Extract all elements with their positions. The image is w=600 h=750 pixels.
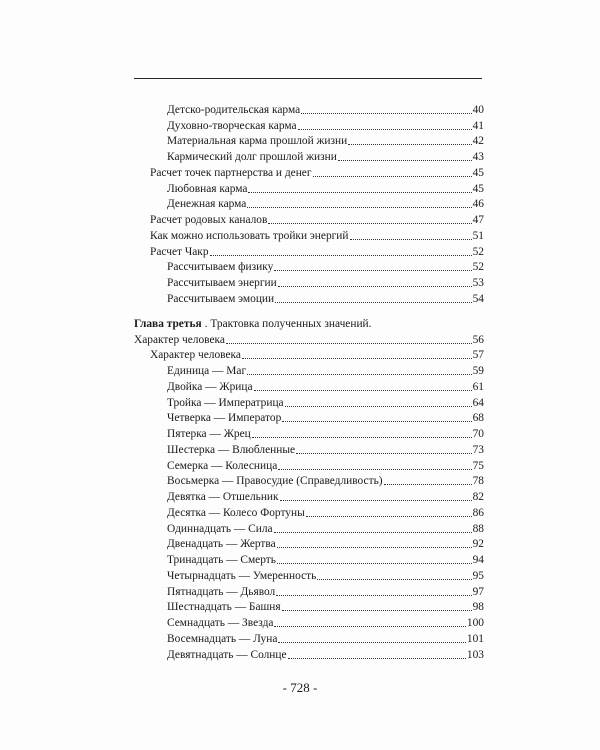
toc-entry-title: Семнадцать — Звезда (167, 617, 274, 629)
toc-entry (0, 551, 484, 567)
toc-leader-dots (280, 500, 472, 501)
toc-entry-page: 51 (472, 229, 484, 242)
toc-entry (0, 520, 484, 536)
toc-entry-page: 61 (472, 380, 484, 393)
toc-leader-dots (288, 658, 466, 659)
toc-entry (0, 567, 484, 583)
toc-entry-page: 95 (472, 569, 484, 582)
toc-entry (0, 274, 484, 290)
toc-entry (0, 133, 484, 149)
toc-entry-title: Денежная карма (167, 198, 247, 211)
toc-entry-page: 52 (472, 245, 484, 258)
toc-entry (0, 488, 484, 504)
toc-leader-dots (210, 255, 472, 256)
table-of-contents (0, 101, 600, 662)
toc-entry-title: Характер человека (134, 333, 225, 346)
toc-entry-title: Расчет точек партнерства и денег (150, 166, 312, 179)
toc-leader-dots (278, 286, 472, 287)
toc-entry-title: Рассчитываем эмоции (167, 292, 275, 305)
toc-leader-dots (298, 129, 472, 130)
chapter-heading (0, 315, 600, 331)
toc-entry-page: 73 (472, 443, 484, 456)
toc-entry-title: Пятерка — Жрец (167, 428, 251, 440)
toc-entry-title: Кармический долг прошлой жизни (167, 151, 337, 163)
toc-entry (0, 347, 484, 363)
toc-entry-page: 78 (472, 475, 484, 488)
toc-entry-page: 46 (472, 198, 484, 211)
toc-leader-dots (276, 595, 471, 596)
toc-entry-title: Семерка — Колесница (167, 459, 278, 472)
toc-entry-page: 70 (472, 428, 484, 440)
toc-entry (0, 227, 484, 243)
toc-leader-dots (268, 223, 471, 224)
toc-entry-page: 75 (472, 459, 484, 472)
toc-entry-title: Девятка — Отшельник (167, 491, 279, 503)
toc-entry-title: Десятка — Колесо Фортуны (167, 506, 305, 519)
toc-leader-dots (247, 374, 471, 375)
toc-entry-page: 57 (472, 349, 484, 362)
toc-entry-page: 43 (472, 151, 484, 163)
toc-entry-title: Тройка — Императрица (167, 396, 284, 409)
toc-leader-dots (282, 610, 472, 611)
toc-entry-title: Девятнадцать — Солнце (167, 648, 287, 661)
toc-entry-page: 59 (472, 365, 484, 377)
toc-entry-page: 45 (472, 182, 484, 195)
toc-entry (0, 259, 484, 275)
toc-entry-page: 98 (472, 601, 484, 614)
toc-leader-dots (296, 453, 472, 454)
toc-entry-title: Как можно использовать тройки энергий (150, 229, 349, 242)
toc-entry-title: Расчет Чакр (150, 245, 209, 258)
toc-entry (0, 614, 484, 630)
toc-entry-page: 103 (466, 648, 484, 661)
toc-leader-dots (278, 469, 471, 470)
toc-leader-dots (247, 207, 471, 208)
toc-entry (0, 441, 484, 457)
toc-entry (0, 196, 484, 212)
toc-entry-title: Четверка — Император (167, 412, 282, 425)
toc-entry (0, 536, 484, 552)
toc-entry (0, 331, 484, 347)
toc-entry-title: Четырнадцать — Умеренность (167, 569, 317, 582)
toc-entry (0, 164, 484, 180)
toc-entry (0, 117, 484, 133)
toc-entry (0, 378, 484, 394)
toc-leader-dots (301, 113, 471, 114)
toc-entry-page: 42 (472, 135, 484, 148)
toc-entry-page: 100 (466, 617, 484, 629)
toc-leader-dots (348, 144, 471, 145)
toc-entry-title: Одиннадцать — Сила (167, 522, 273, 535)
toc-entry (0, 646, 484, 662)
toc-entry (0, 473, 484, 489)
toc-leader-dots (306, 516, 472, 517)
toc-entry (0, 362, 484, 378)
toc-entry (0, 504, 484, 520)
toc-entry (0, 148, 484, 164)
chapter-heading-bold: Глава третья (134, 317, 202, 330)
toc-entry-title: Рассчитываем энергии (167, 277, 277, 289)
toc-entry (0, 457, 484, 473)
toc-leader-dots (350, 239, 472, 240)
toc-leader-dots (384, 484, 472, 485)
header-rule (134, 78, 482, 79)
toc-entry-page: 47 (472, 214, 484, 226)
toc-entry (0, 425, 484, 441)
toc-entry-page: 68 (472, 412, 484, 425)
toc-entry (0, 583, 484, 599)
toc-leader-dots (285, 406, 472, 407)
toc-leader-dots (274, 532, 472, 533)
toc-entry-page: 94 (472, 554, 484, 566)
toc-entry-title: Духовно-творческая карма (167, 119, 297, 132)
toc-entry-title: Единица — Маг (167, 365, 247, 377)
toc-entry-page: 52 (472, 261, 484, 274)
toc-entry-page: 54 (472, 292, 484, 305)
toc-entry-page: 82 (472, 491, 484, 503)
toc-leader-dots (275, 302, 472, 303)
toc-entry-title: Материальная карма прошлой жизни (167, 135, 348, 148)
toc-entry-page: 45 (472, 166, 484, 179)
toc-entry-title: Пятнадцать — Дьявол (167, 585, 276, 598)
toc-leader-dots (277, 563, 472, 564)
toc-entry-title: Двенадцать — Жертва (167, 538, 276, 551)
toc-entry-title: Восьмерка — Правосудие (Справедливость) (167, 475, 383, 488)
toc-leader-dots (274, 626, 465, 627)
toc-leader-dots (226, 343, 472, 344)
toc-group-karma (0, 101, 600, 306)
toc-entry (0, 101, 484, 117)
toc-leader-dots (274, 270, 471, 271)
toc-entry-page: 92 (472, 538, 484, 551)
toc-entry-page: 101 (466, 632, 484, 645)
toc-entry (0, 599, 484, 615)
toc-leader-dots (252, 437, 472, 438)
toc-entry (0, 630, 484, 646)
toc-entry-title: Детско-родительская карма (167, 103, 301, 116)
toc-entry-title: Рассчитываем физику (167, 261, 274, 274)
toc-entry-title: Восемнадцать — Луна (167, 632, 278, 645)
toc-entry-title: Тринадцать — Смерть (167, 554, 276, 566)
toc-entry (0, 410, 484, 426)
toc-group-character (0, 331, 600, 662)
toc-leader-dots (248, 192, 471, 193)
toc-entry-page: 53 (472, 277, 484, 289)
toc-entry-title: Характер человека (150, 349, 241, 362)
toc-leader-dots (278, 642, 466, 643)
toc-leader-dots (282, 421, 471, 422)
toc-entry-page: 41 (472, 119, 484, 132)
toc-entry-page: 88 (472, 522, 484, 535)
page-number: - 728 - (282, 680, 318, 695)
toc-entry-title: Шестерка — Влюбленные (167, 443, 296, 456)
toc-entry-page: 56 (472, 333, 484, 346)
toc-entry-page: 64 (472, 396, 484, 409)
toc-leader-dots (254, 390, 472, 391)
toc-entry-page: 40 (472, 103, 484, 116)
toc-entry (0, 394, 484, 410)
toc-leader-dots (242, 358, 472, 359)
toc-entry (0, 211, 484, 227)
toc-leader-dots (317, 579, 471, 580)
toc-entry-page: 97 (472, 585, 484, 598)
toc-leader-dots (338, 160, 472, 161)
toc-entry (0, 243, 484, 259)
chapter-heading-text: . Трактовка полученных значений. (204, 317, 372, 330)
toc-entry (0, 180, 484, 196)
toc-leader-dots (277, 547, 472, 548)
toc-entry-page: 86 (472, 506, 484, 519)
toc-entry (0, 290, 484, 306)
toc-entry-title: Двойка — Жрица (167, 380, 253, 393)
toc-entry-title: Любовная карма (167, 182, 248, 195)
toc-entry-title: Шестнадцать — Башня (167, 601, 281, 614)
toc-entry-title: Расчет родовых каналов (150, 214, 268, 226)
toc-leader-dots (313, 176, 472, 177)
